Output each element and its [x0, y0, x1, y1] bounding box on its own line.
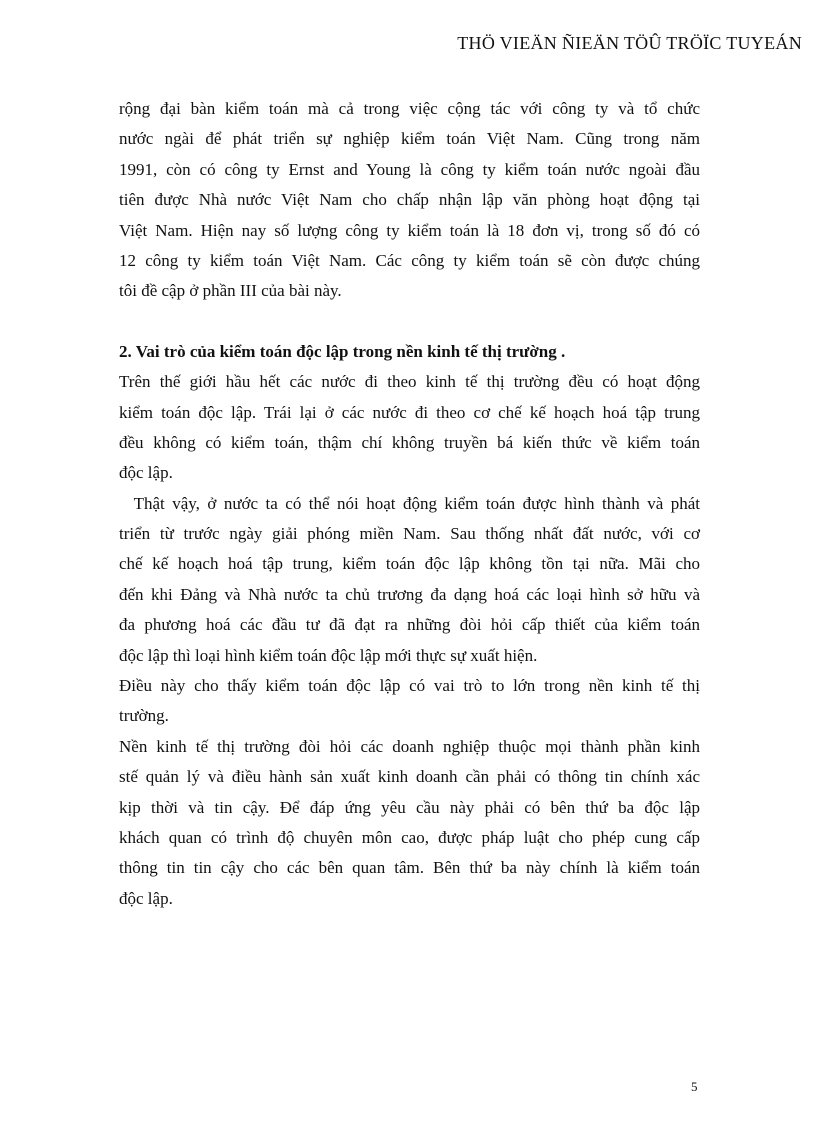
page-number: 5 — [691, 1079, 698, 1094]
text-line: đều không có kiểm toán, thậm chí không truyền bá kiến thức về kiểm toán — [119, 432, 700, 452]
paragraph-1 — [119, 94, 700, 307]
paragraph-2d — [119, 732, 700, 914]
paragraph-2c — [119, 671, 700, 732]
paragraph-2a — [119, 367, 700, 489]
text-line: trường. — [119, 706, 169, 726]
text-line: 1991, còn có công ty Ernst and Young là công ty kiểm toán nước ngoài đầu — [119, 159, 700, 179]
text-line: độc lập. — [119, 463, 173, 483]
text-line: tôi đề cập ở phần III của bài này. — [119, 281, 342, 301]
text-line: nước ngài để phát triển sự nghiệp kiểm toán Việt Nam. Cũng trong năm — [119, 129, 700, 149]
text-line: đến khi Đảng và Nhà nước ta chủ trương đa dạng hoá các loại hình sở hữu và — [119, 584, 700, 604]
text-line: Việt Nam. Hiện nay số lượng công ty kiểm toán là 18 đơn vị, trong số đó có — [119, 220, 700, 240]
text-line: thông tin tin cậy cho các bên quan tâm. Bên thứ ba này chính là kiểm toán — [119, 858, 700, 878]
text-line: khách quan có trình độ chuyên môn cao, được pháp luật cho phép cung cấp — [119, 827, 700, 847]
text-line: stế quản lý và điều hành sản xuất kinh doanh cần phải có thông tin chính xác — [119, 767, 700, 787]
page-header-title: THÖ VIEÄN ÑIEÄN TÖÛ TRÖÏC TUYEÁN — [457, 33, 802, 53]
text-line: tiên được Nhà nước Việt Nam cho chấp nhận lập văn phòng hoạt động tại — [119, 190, 700, 210]
section-heading: 2. Vai trò của kiểm toán độc lập trong nền kinh tế thị trường . — [119, 341, 566, 361]
text-line: độc lập. — [119, 888, 173, 908]
text-line: triển từ trước ngày giải phóng miền Nam. Sau thống nhất đất nước, với cơ — [119, 524, 700, 544]
body-text — [119, 94, 700, 914]
text-line: độc lập thì loại hình kiểm toán độc lập mới thực sự xuất hiện. — [119, 645, 538, 665]
text-line: Trên thế giới hầu hết các nước đi theo kinh tế thị trường đều có hoạt động — [119, 372, 700, 392]
text-line: Điều này cho thấy kiểm toán độc lập có vai trò to lớn trong nền kinh tế thị — [119, 676, 700, 696]
text-line: chế kế hoạch hoá tập trung, kiểm toán độc lập không tồn tại nữa. Mãi cho — [119, 554, 700, 574]
text-line: Nền kinh tế thị trường đòi hỏi các doanh nghiệp thuộc mọi thành phần kinh — [119, 736, 700, 756]
text-line: rộng đại bàn kiểm toán mà cả trong việc cộng tác với công ty và tổ chức — [119, 99, 700, 118]
text-line: đa phương hoá các đầu tư đã đạt ra những đòi hỏi cấp thiết của kiểm toán — [119, 615, 700, 635]
text-line: kịp thời và tin cậy. Để đáp ứng yêu cầu này phải có bên thứ ba độc lập — [119, 797, 700, 817]
text-line: kiểm toán độc lập. Trái lại ở các nước đi theo cơ chế kế hoạch hoá tập trung — [119, 402, 700, 422]
paragraph-2b — [119, 489, 700, 671]
text-line: 12 công ty kiểm toán Việt Nam. Các công ty kiểm toán sẽ còn được chúng — [119, 250, 700, 270]
text-line: Thật vậy, ở nước ta có thể nói hoạt động kiểm toán được hình thành và phát — [119, 493, 700, 513]
